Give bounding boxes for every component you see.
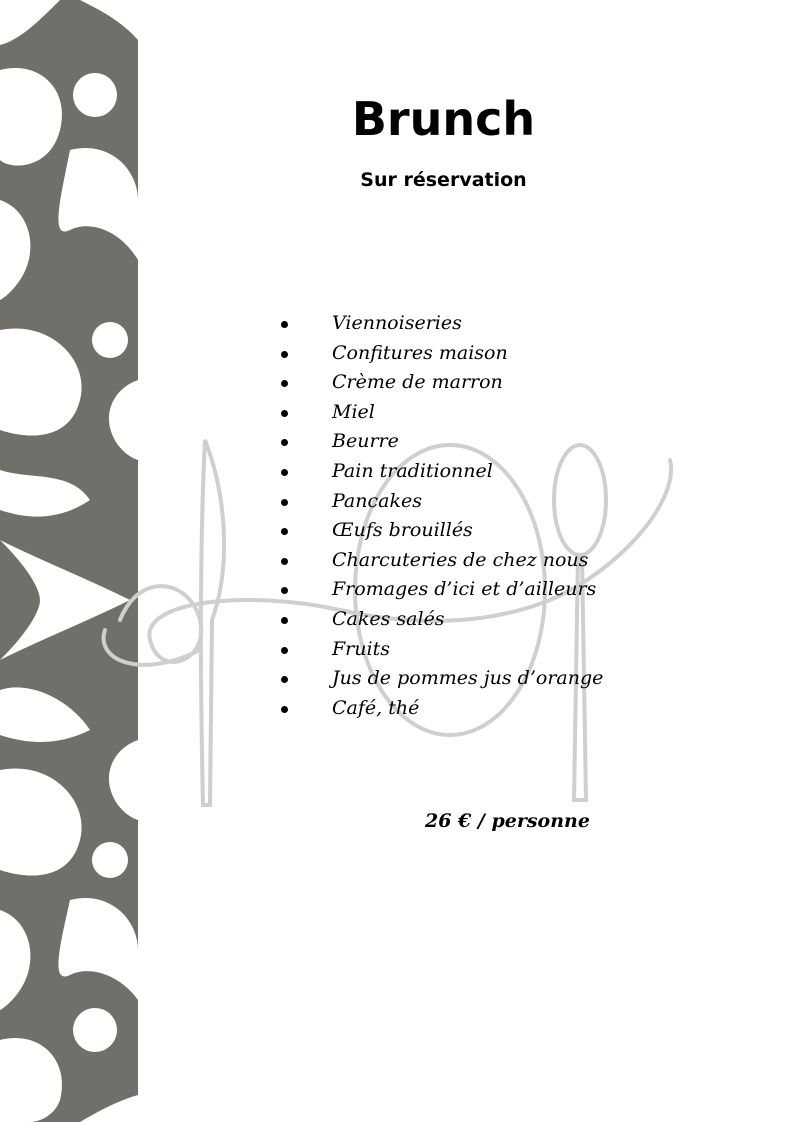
menu-title: Brunch — [351, 92, 536, 146]
menu-item — [278, 309, 603, 339]
menu-subtitle: Sur réservation — [360, 169, 527, 191]
menu-item-label: Beurre — [332, 430, 399, 453]
menu-item-label: Miel — [332, 400, 375, 423]
bullet-icon — [281, 617, 288, 624]
menu-item-label: Café, thé — [332, 696, 420, 719]
menu-item-list — [278, 309, 603, 723]
bullet-icon — [281, 410, 288, 417]
menu-item — [278, 487, 603, 517]
bullet-icon — [281, 676, 288, 683]
bullet-icon — [281, 528, 288, 535]
bullet-icon — [281, 469, 288, 476]
menu-item-label: Confitures maison — [332, 341, 508, 364]
price-per-person: 26 € / personne — [425, 810, 590, 832]
menu-item-label: Charcuteries de chez nous — [332, 548, 589, 571]
menu-item — [278, 546, 603, 576]
menu-item — [278, 368, 603, 398]
bullet-icon — [281, 706, 288, 713]
menu-item — [278, 457, 603, 487]
menu-item — [278, 635, 603, 665]
menu-item — [278, 516, 603, 546]
menu-item-label: Jus de pommes jus d’orange — [332, 667, 604, 690]
bullet-icon — [281, 321, 288, 328]
menu-item-label: Fromages d’ici et d’ailleurs — [332, 578, 597, 601]
menu-item — [278, 427, 603, 457]
menu-item-label: Fruits — [332, 637, 390, 660]
bullet-icon — [281, 351, 288, 358]
bullet-icon — [281, 380, 288, 387]
menu-item-label: Œufs brouillés — [332, 519, 473, 542]
menu-item — [278, 694, 603, 724]
menu-item — [278, 605, 603, 635]
menu-item — [278, 664, 603, 694]
menu-item — [278, 575, 603, 605]
menu-item-label: Crème de marron — [332, 371, 503, 394]
menu-item — [278, 339, 603, 369]
menu-item-label: Viennoiseries — [332, 312, 462, 334]
menu-item-label: Cakes salés — [332, 607, 445, 630]
menu-item-label: Pancakes — [332, 489, 422, 512]
bullet-icon — [281, 647, 288, 654]
bullet-icon — [281, 587, 288, 594]
menu-item-label: Pain traditionnel — [332, 459, 493, 482]
bullet-icon — [281, 499, 288, 506]
menu-item — [278, 398, 603, 428]
bullet-icon — [281, 439, 288, 446]
bullet-icon — [281, 558, 288, 565]
